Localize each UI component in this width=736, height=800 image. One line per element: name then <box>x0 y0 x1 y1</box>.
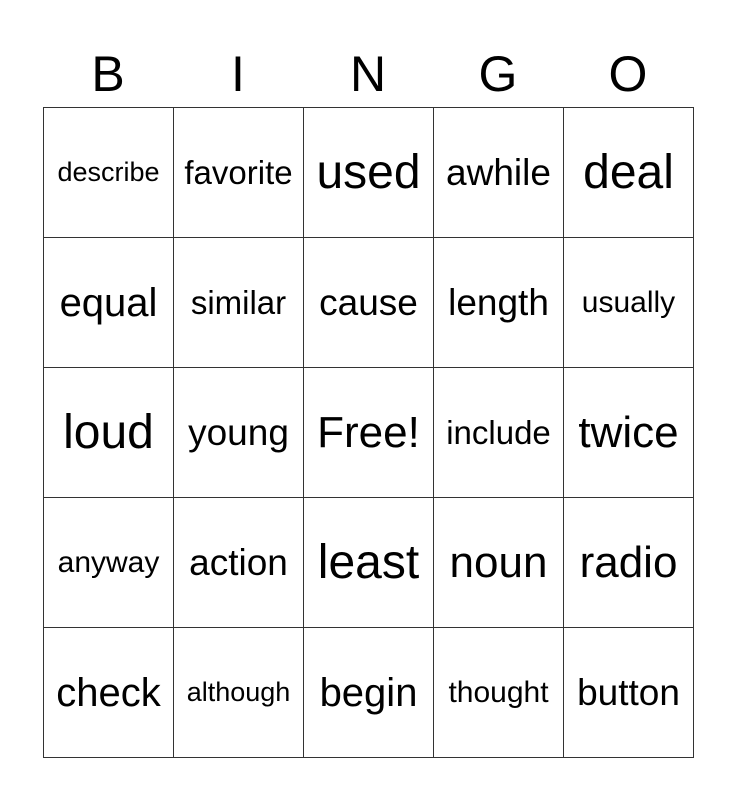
bingo-cell[interactable]: include <box>434 368 564 498</box>
bingo-cell[interactable]: thought <box>434 628 564 758</box>
bingo-cell[interactable]: least <box>304 498 434 628</box>
header-letter-o: O <box>608 46 648 102</box>
bingo-cell[interactable]: usually <box>564 238 694 368</box>
bingo-cell[interactable]: check <box>44 628 174 758</box>
free-space-cell[interactable]: Free! <box>304 368 434 498</box>
bingo-cell[interactable]: action <box>174 498 304 628</box>
bingo-cell[interactable]: anyway <box>44 498 174 628</box>
bingo-cell[interactable]: equal <box>44 238 174 368</box>
bingo-cell[interactable]: used <box>304 108 434 238</box>
header-letter-g: G <box>478 46 518 102</box>
bingo-cell[interactable]: noun <box>434 498 564 628</box>
header-letter-i: I <box>231 46 245 102</box>
bingo-header <box>43 40 693 108</box>
bingo-cell[interactable]: similar <box>174 238 304 368</box>
bingo-cell[interactable]: button <box>564 628 694 758</box>
bingo-cell[interactable]: twice <box>564 368 694 498</box>
bingo-board <box>43 107 694 758</box>
bingo-cell[interactable]: although <box>174 628 304 758</box>
header-letter-b: B <box>91 46 125 102</box>
bingo-cell[interactable]: favorite <box>174 108 304 238</box>
header-letter-n: N <box>349 46 387 102</box>
bingo-cell[interactable]: deal <box>564 108 694 238</box>
bingo-cell[interactable]: begin <box>304 628 434 758</box>
bingo-cell[interactable]: awhile <box>434 108 564 238</box>
bingo-cell[interactable]: cause <box>304 238 434 368</box>
bingo-cell[interactable]: describe <box>44 108 174 238</box>
bingo-cell[interactable]: loud <box>44 368 174 498</box>
bingo-cell[interactable]: young <box>174 368 304 498</box>
bingo-cell[interactable]: radio <box>564 498 694 628</box>
bingo-cell[interactable]: length <box>434 238 564 368</box>
